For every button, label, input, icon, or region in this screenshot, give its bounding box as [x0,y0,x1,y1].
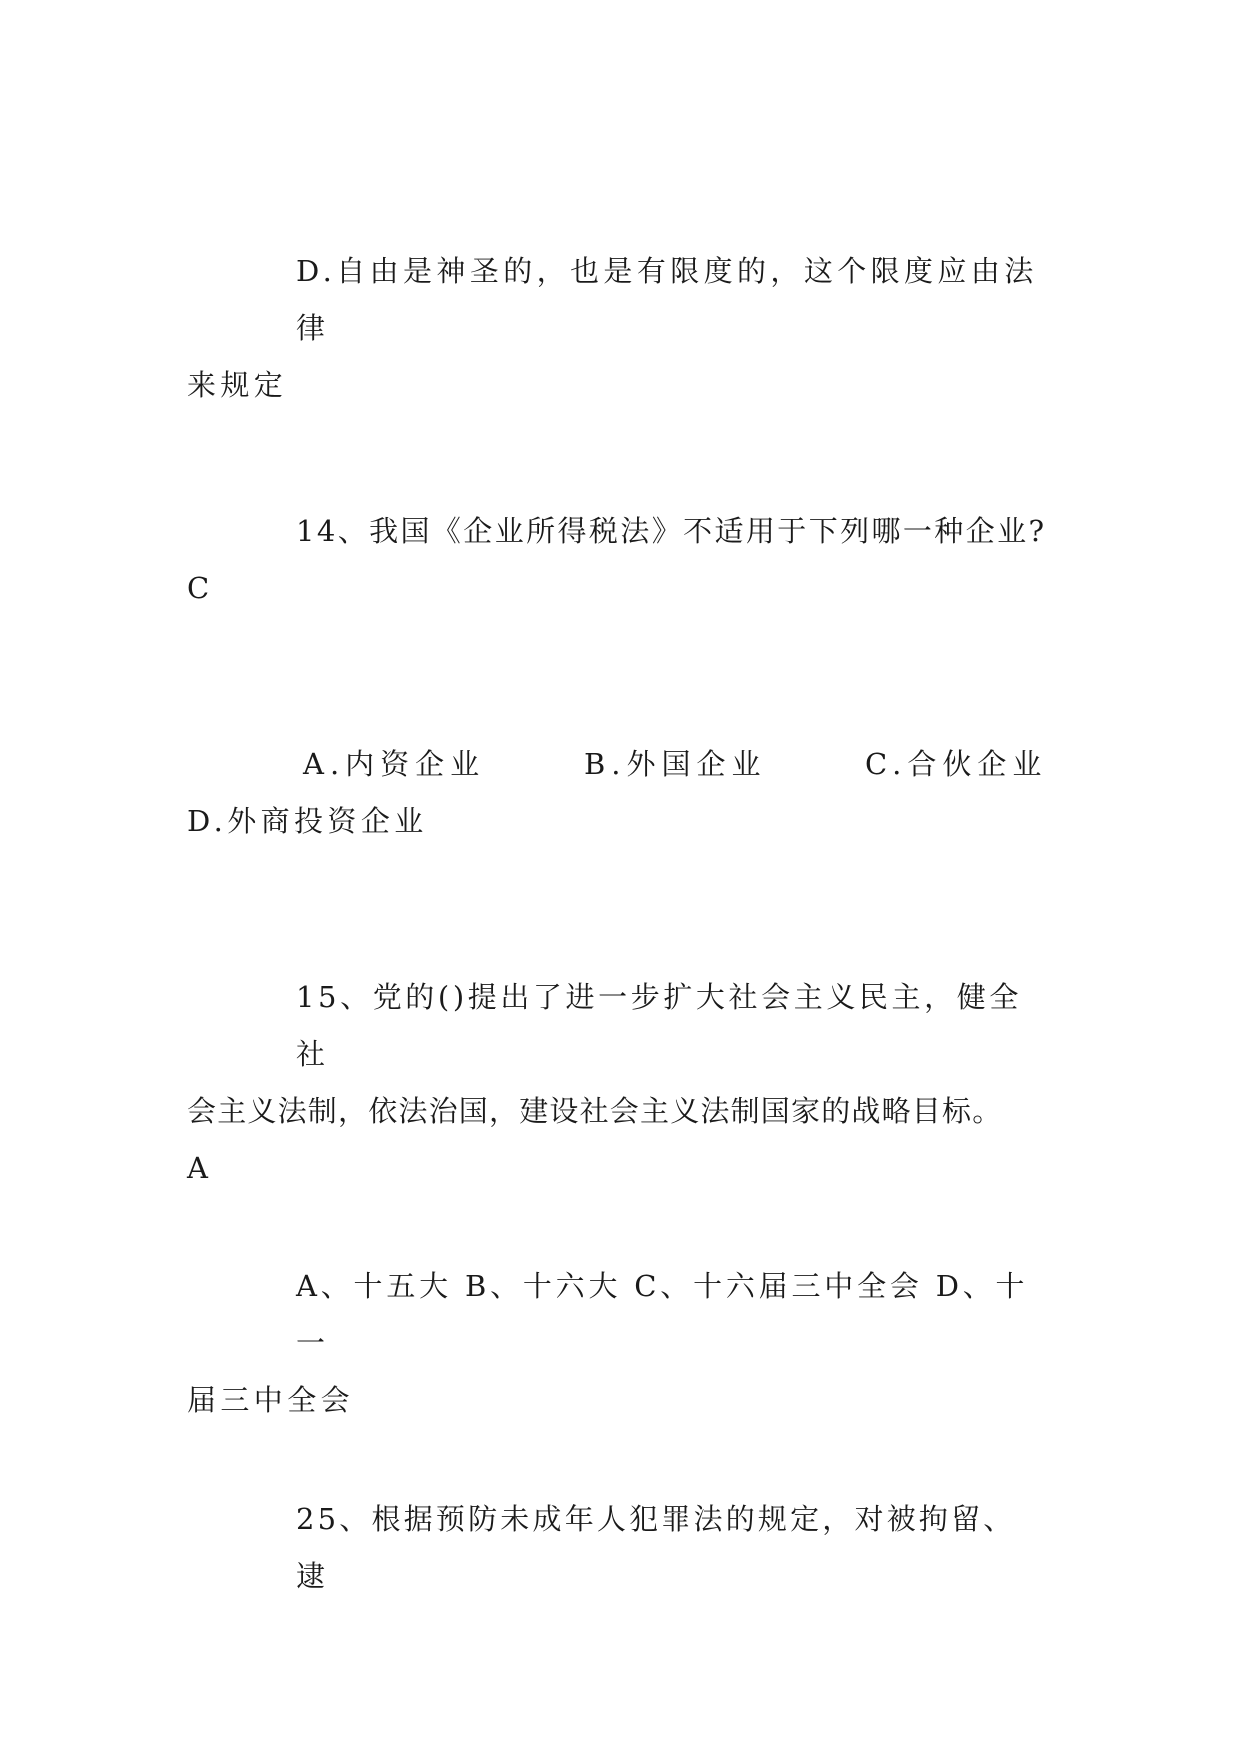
answer-key: A [187,1151,213,1185]
option-b: B.外国企业 [584,747,767,781]
q15-options [187,1258,1047,1429]
text-line: 15、党的()提出了进一步扩大社会主义民主，健全社 [296,980,1022,1071]
text-line: 14、我国《企业所得税法》不适用于下列哪一种企业? [296,514,1047,548]
q14-question [187,503,1047,617]
q14-options [187,736,1047,850]
q15-question [187,969,1047,1197]
text-line: A、十五大 B、十六大 C、十六届三中全会 D、十一 [296,1269,1029,1360]
answer-key: C [187,571,214,605]
text-line: 会主义法制，依法治国，建设社会主义法制国家的战略目标。 [187,1094,1003,1128]
text-line: 来规定 [187,368,288,402]
option-c: C.合伙企业 [865,747,1048,781]
text-line: D.自由是神圣的，也是有限度的，这个限度应由法律 [296,254,1038,345]
q25-question [187,1491,1047,1605]
text-line: 25、根据预防未成年人犯罪法的规定，对被拘留、逮 [296,1502,1016,1593]
option-a: A.内资企业 [303,747,486,781]
text-line: 届三中全会 [187,1383,355,1417]
option-d: D.外商投资企业 [187,804,428,838]
q13-option-d [187,243,1047,414]
